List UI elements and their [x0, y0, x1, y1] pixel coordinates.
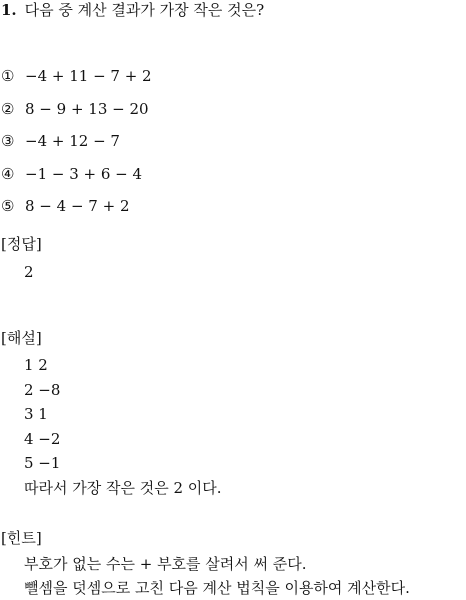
- explanation-line: 5 −1: [24, 454, 61, 472]
- answer-value: 2: [24, 263, 34, 281]
- explanation-conclusion: 따라서 가장 작은 것은 2 이다.: [24, 478, 222, 497]
- answer-label: [정답]: [1, 235, 42, 253]
- explanation-line: 1 2: [24, 356, 48, 374]
- choice-mark: ③: [1, 132, 15, 151]
- explanation-line: 4 −2: [24, 429, 61, 448]
- hint-label: [힌트]: [1, 529, 42, 547]
- choice-mark: ④: [1, 164, 15, 183]
- choice-list: [1, 60, 152, 223]
- question-text: 다음 중 계산 결과가 가장 작은 것은?: [24, 1, 265, 19]
- choice-1[interactable]: [1, 60, 152, 93]
- explanation-line: 2 −8: [24, 380, 61, 399]
- explanation-section: [1, 328, 222, 500]
- answer-section: [1, 234, 42, 285]
- hint-line: 부호가 없는 수는 + 부호를 살려서 써 준다.: [24, 555, 307, 573]
- hint-line: 뺄셈을 덧셈으로 고친 다음 계산 법칙을 이용하여 계산한다.: [24, 579, 410, 597]
- choice-5[interactable]: [1, 190, 152, 223]
- explanation-label: [해설]: [1, 329, 42, 347]
- question: [1, 0, 264, 20]
- choice-expression: 8 − 4 − 7 + 2: [25, 197, 130, 216]
- choice-mark: ①: [1, 67, 15, 86]
- hint-section: [1, 528, 410, 600]
- explanation-lines: [1, 353, 222, 500]
- hint-lines: [1, 552, 410, 600]
- question-number: 1.: [1, 1, 17, 19]
- choice-expression: −1 − 3 + 6 − 4: [25, 164, 143, 183]
- choice-3[interactable]: [1, 125, 152, 158]
- choice-mark: ⑤: [1, 197, 15, 216]
- choice-expression: −4 + 11 − 7 + 2: [25, 67, 152, 86]
- choice-4[interactable]: [1, 158, 152, 191]
- choice-2[interactable]: [1, 93, 152, 126]
- choice-expression: −4 + 12 − 7: [25, 132, 120, 151]
- choice-expression: 8 − 9 + 13 − 20: [25, 99, 149, 118]
- choice-mark: ②: [1, 99, 15, 118]
- explanation-line: 3 1: [24, 405, 48, 423]
